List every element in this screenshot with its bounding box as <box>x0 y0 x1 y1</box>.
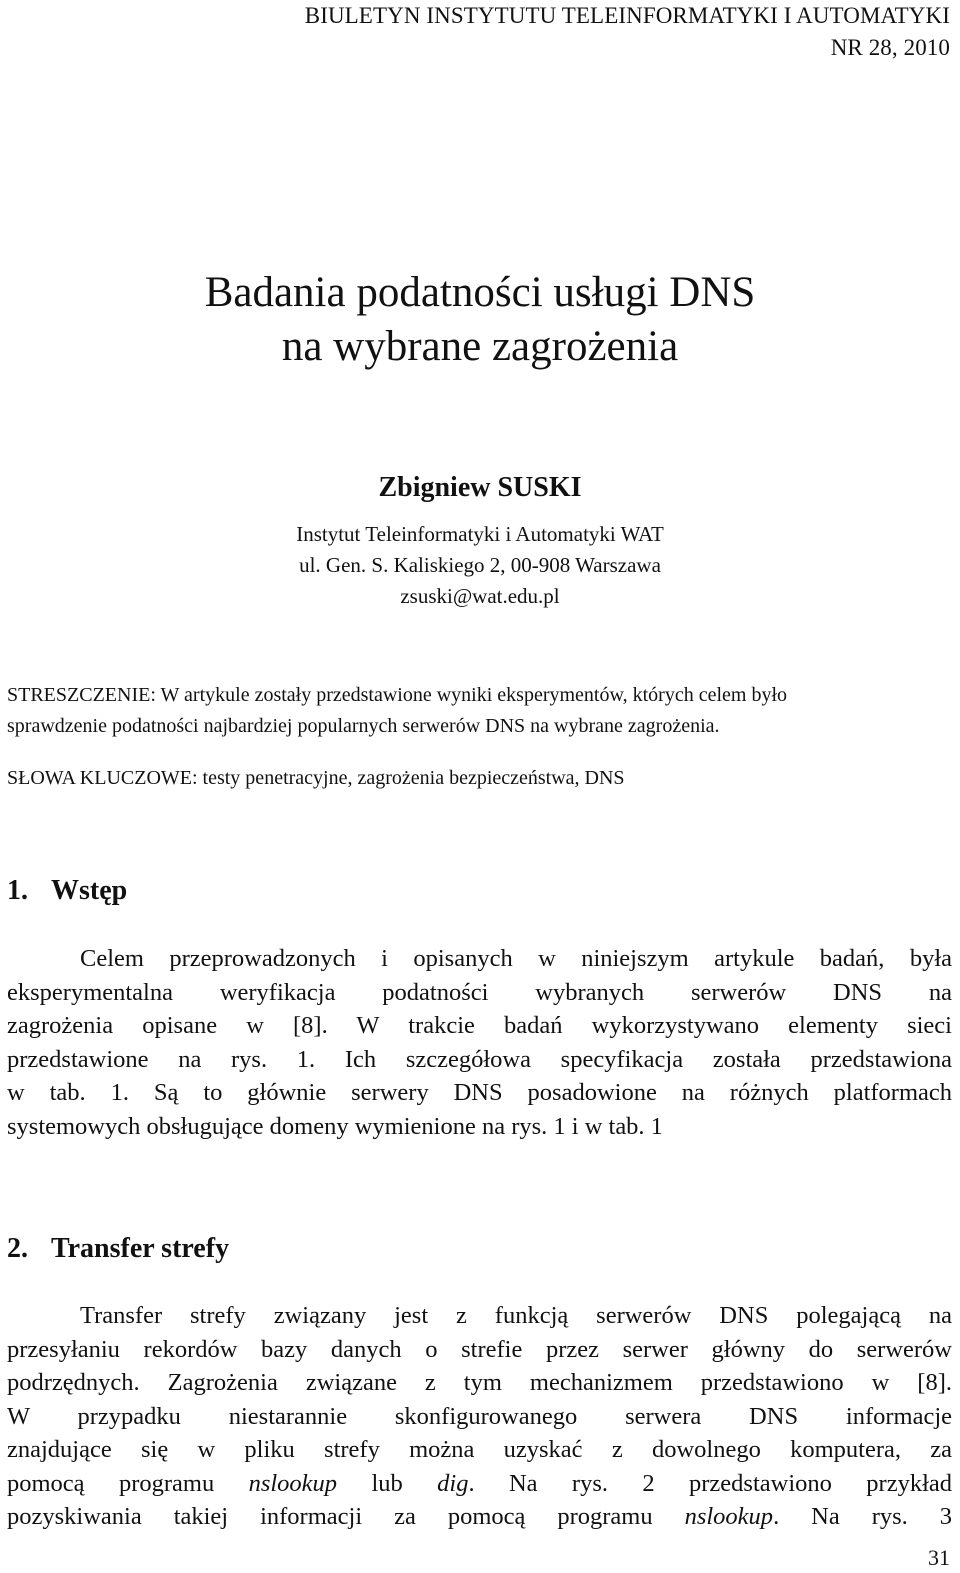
author-address: ul. Gen. S. Kaliskiego 2, 00-908 Warszawa <box>299 553 661 577</box>
text-run: lub <box>337 1469 438 1497</box>
author-institute: Instytut Teleinformatyki i Automatyki WAT <box>296 522 664 546</box>
section-1-line: zagrożenia opisane w [8]. W trakcie badań wykorzystywano elementy sieci <box>7 1012 952 1039</box>
journal-header <box>305 0 950 64</box>
section-2-body <box>7 1299 952 1534</box>
abstract-line-2: sprawdzenie podatności najbardziej popularnych serwerów DNS na wybrane zagrożenia. <box>7 715 720 737</box>
author-affiliation <box>0 519 960 612</box>
section-1-heading <box>7 873 127 909</box>
section-2-line: przesyłaniu rekordów bazy danych o strefie przez serwer główny do serwerów <box>7 1335 952 1363</box>
paper-title-line-2: na wybrane zagrożenia <box>281 323 679 370</box>
journal-issue: NR 28, 2010 <box>830 35 950 60</box>
section-1-number: 1. <box>7 875 28 906</box>
text-run: pozyskiwania takiej informacji za pomocą programu <box>7 1503 685 1530</box>
section-2-number: 2. <box>7 1233 28 1264</box>
abstract-line-1: STRESZCZENIE: W artykule zostały przedstawione wyniki eksperymentów, których celem było <box>7 684 788 706</box>
text-run: pomocą programu <box>7 1469 249 1497</box>
author-name: Zbigniew SUSKI <box>378 472 582 503</box>
abstract <box>7 680 957 742</box>
section-1-title: Wstęp <box>51 875 128 906</box>
section-1-line: systemowych obsługujące domeny wymienione na rys. 1 i w tab. 1 <box>7 1112 663 1140</box>
section-2-title: Transfer strefy <box>51 1233 230 1264</box>
author-email: zsuski@wat.edu.pl <box>400 584 560 608</box>
section-2-line: podrzędnych. Zagrożenia związane z tym mechanizmem przedstawiono w [8]. <box>7 1369 952 1396</box>
text-run: . Na rys. 2 przedstawiono przykład <box>468 1469 953 1497</box>
text-run: . Na rys. 3 <box>773 1503 953 1530</box>
section-1-body <box>7 942 952 1143</box>
section-2-line: W przypadku niestarannie skonfigurowanego serwera DNS informacje <box>7 1402 952 1430</box>
section-2-line: Transfer strefy związany jest z funkcją serwerów DNS polegającą na <box>80 1302 952 1329</box>
section-2-line: znajdujące się w pliku strefy można uzyskać z dowolnego komputera, za <box>7 1436 952 1463</box>
program-name-dig: dig <box>437 1469 469 1497</box>
section-2-line-7 <box>7 1500 952 1534</box>
paper-title-line-1: Badania podatności usługi DNS <box>204 269 756 316</box>
section-2-line-6 <box>7 1467 952 1501</box>
section-1-line: przedstawione na rys. 1. Ich szczegółowa specyfikacja została przedstawiona <box>7 1045 952 1073</box>
section-2-heading <box>7 1231 229 1267</box>
program-name-nslookup: nslookup <box>248 1469 338 1497</box>
section-1-line: w tab. 1. Są to głównie serwery DNS posadowione na różnych platformach <box>7 1079 952 1106</box>
program-name-nslookup: nslookup <box>684 1503 774 1530</box>
journal-name: BIULETYN INSTYTUTU TELEINFORMATYKI I AUTOMATYKI <box>304 3 950 28</box>
section-1-line: eksperymentalna weryfikacja podatności wybranych serwerów DNS na <box>7 978 952 1006</box>
paper-title <box>0 266 960 374</box>
keywords: SŁOWA KLUCZOWE: testy penetracyjne, zagrożenia bezpieczeństwa, DNS <box>7 767 625 789</box>
page-number: 31 <box>928 1545 950 1570</box>
section-1-line: Celem przeprowadzonych i opisanych w niniejszym artykule badań, była <box>80 945 952 972</box>
